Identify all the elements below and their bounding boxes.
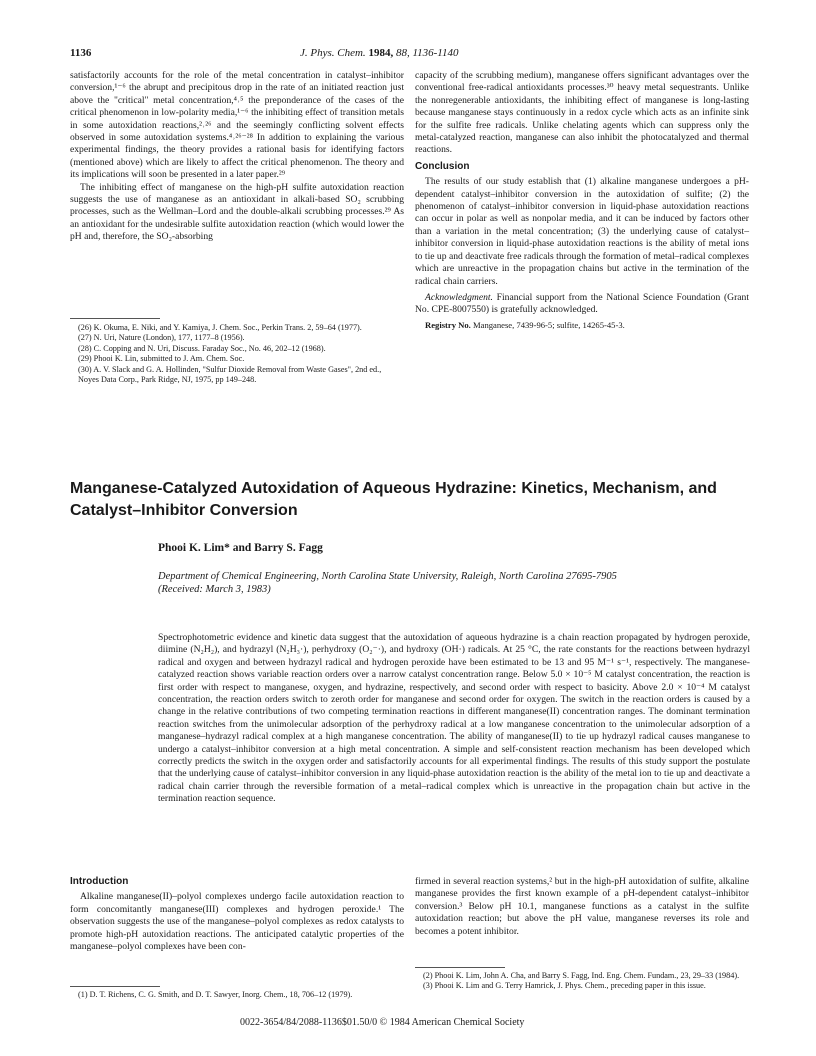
article-affiliation bbox=[158, 570, 718, 596]
prev-paragraph-2: The inhibiting effect of manganese on the high-pH sulfite autoxidation reaction suggests the use of manganese as an antioxidant in alkali-based SO₂ scrubbing processes, such as the Wellman–Lord and the double-alkali scrubbing processes.²⁹ As an antioxidant for the undesirable sulfite autoxidation reaction (which would lower the pH and, therefore, the SO₂-absorbing bbox=[70, 181, 404, 243]
article-authors: Phooi K. Lim* and Barry S. Fagg bbox=[158, 542, 323, 554]
page-number: 1136 bbox=[70, 47, 92, 59]
prev-article-right-column bbox=[415, 70, 749, 331]
acknowledgment-text: Financial support from the National Science Foundation (Grant No. CPE-8007550) is gratefully acknowledged. bbox=[415, 291, 749, 316]
acknowledgment-label: Acknowledgment. bbox=[425, 291, 493, 303]
abstract: Spectrophotometric evidence and kinetic data suggest that the autoxidation of aqueous hydrazine is a chain reaction propagated by hydrogen peroxide, diimine (N₂H₂), and hydrazyl (N₂H₃·), perhydroxy (O₂⁻·), and hydroxy (OH·) radicals. At 25 °C, the rate constants for the reactions between hydrazyl radical and oxygen and between hydrazyl radical and hydrogen peroxide have been estimated to be 13 and 95 M⁻¹ s⁻¹, respectively. The manganese-catalyzed reaction shows variable reaction orders over a narrow catalyst concentration range. Below 5.0 × 10⁻⁵ M catalyst concentration, the reaction is first order with respect to manganese, oxygen, and hydrazine, respectively, and second order with respect to basicity. Above 2.0 × 10⁻⁴ M catalyst concentration, the reaction orders switch to zeroth order for manganese and second order for oxygen. The switch in the reaction orders is caused by a change in the relative contributions of two competing termination reactions in different manganese(II) concentration ranges. The dominant termination reaction switches from the unimolecular adsorption of the perhydroxy radical at a low manganese concentration to the unimolecular adsorption of a manganese–hydrazyl radical complex at a high manganese concentration. The ability of manganese(II) to tie up hydrazyl radical causes manganese to undergo a catalyst–inhibitor conversion at a high metal concentration. A simple and self-consistent reaction mechanism has been developed which correctly predicts the switch in the oxygen order and satisfactorily accounts for all experimental findings. The results of this study support the postulate that the underlying cause of catalyst–inhibitor conversion in any liquid-phase autoxidation reaction is the ability of the metal ion to tie up and deactivate a radical chain carrier through the reversible formation of a metal–radical complex which is unreactive in the propagation chain but active in the termination reaction sequence. bbox=[158, 632, 750, 805]
registry-numbers bbox=[415, 319, 749, 331]
intro-footnotes-left bbox=[70, 990, 404, 1000]
affiliation-text: Department of Chemical Engineering, North Carolina State University, Raleigh, North Carolina 27695-7905 bbox=[158, 571, 617, 582]
journal-year: 1984, bbox=[368, 47, 394, 59]
conclusion-text: The results of our study establish that (1) alkaline manganese undergoes a pH-dependent catalyst–inhibitor conversion in the autoxidation of sulfite; (2) the phenomenon of catalyst–inhibitor conversion in liquid-phase autoxidation reactions can occur in polar as well as nonpolar media, and it can be induced by factors other than a variation in the metal concentration; (3) the underlying cause of catalyst–inhibitor conversion in liquid-phase autoxidation reactions is the ability of metal ions to tie up and deactivate free radicals through the formation of metal–radical complexes which are unreactive in the propagation chains but active in the termination of the radical chain carriers. bbox=[415, 176, 749, 287]
footnote-27: (27) N. Uri, Nature (London), 177, 1177–8 (1956). bbox=[78, 333, 245, 343]
acknowledgment bbox=[415, 292, 749, 317]
journal-volume: 88, bbox=[395, 47, 410, 59]
intro-footnotes-right bbox=[415, 971, 749, 992]
page-footer: 0022-3654/84/2088-1136$01.50/0 © 1984 American Chemical Society bbox=[240, 1017, 525, 1028]
intro-right-column bbox=[415, 876, 749, 938]
intro-left-column bbox=[70, 876, 404, 953]
prev-paragraph-3: capacity of the scrubbing medium), manganese offers significant advantages over the conventional free-radical antioxidants processes.³⁰ heavy metal sequestrants. Unlike the nonregenerable antioxidants, the inhibiting effect of manganese is long-lasting because manganese stays continuously in a redox cycle which acts as an infinite sink for the sulfite free radicals. Unlike chelating agents which can suppress only the metal-catalyzed reaction, manganese can also inhibit the photocatalyzed and thermal reactions. bbox=[415, 70, 749, 156]
running-header bbox=[300, 47, 458, 59]
article-title: Manganese-Catalyzed Autoxidation of Aqueous Hydrazine: Kinetics, Mechanism, and Catalyst–Inhibitor Conversion bbox=[70, 480, 717, 519]
registry-label: Registry No. bbox=[425, 319, 471, 330]
journal-pages: 1136-1140 bbox=[412, 47, 459, 59]
footnote-3: (3) Phooi K. Lim and G. Terry Hamrick, J. Phys. Chem., preceding paper in this issue. bbox=[423, 981, 706, 991]
footnote-divider-intro-left bbox=[70, 986, 160, 987]
footnote-divider bbox=[70, 318, 160, 319]
journal-name: J. Phys. Chem. bbox=[300, 47, 366, 59]
intro-paragraph-right: firmed in several reaction systems,² but in the high-pH autoxidation of sulfite, alkaline manganese provides the first known example of a pH-dependent catalyst–inhibitor conversion.³ Below pH 10.1, manganese functions as a catalyst in the sulfite autoxidation reaction; but above the pH value, manganese reverses its role and becomes a potent inhibitor. bbox=[415, 876, 749, 937]
footnote-2: (2) Phooi K. Lim, John A. Cha, and Barry S. Fagg, Ind. Eng. Chem. Fundam., 23, 29–33 (1984). bbox=[423, 971, 740, 980]
prev-article-left-column bbox=[70, 70, 404, 244]
footnote-divider-intro-right bbox=[415, 967, 505, 968]
footnote-26: (26) K. Okuma, E. Niki, and Y. Kamiya, J. Chem. Soc., Perkin Trans. 2, 59–64 (1977). bbox=[78, 323, 362, 332]
footnote-1: (1) D. T. Richens, C. G. Smith, and D. T. Sawyer, Inorg. Chem., 18, 706–12 (1979). bbox=[78, 990, 353, 999]
registry-text: Manganese, 7439-96-5; sulfite, 14265-45-3. bbox=[472, 319, 625, 330]
footnote-29: (29) Phooi K. Lin, submitted to J. Am. Chem. Soc. bbox=[78, 354, 245, 364]
introduction-heading: Introduction bbox=[70, 876, 129, 887]
footnote-30: (30) A. V. Slack and G. A. Hollinden, "Sulfur Dioxide Removal from Waste Gases", 2nd ed., Noyes Data Corp., Park Ridge, NJ, 1975, pp 149–248. bbox=[78, 364, 382, 385]
received-date: (Received: March 3, 1983) bbox=[158, 584, 271, 595]
footnote-28: (28) C. Copping and N. Uri, Discuss. Faraday Soc., No. 46, 202–12 (1968). bbox=[78, 343, 326, 353]
conclusion-heading: Conclusion bbox=[415, 160, 470, 172]
prev-footnotes-left bbox=[70, 323, 404, 385]
prev-paragraph-1: satisfactorily accounts for the role of the metal concentration in catalyst–inhibitor conversion,¹⁻⁶ the abrupt and precipitous drop in the rate of an initiated reaction just above the "critical" metal concentration,⁴˒⁵ the preponderance of the cases of the critical phenomenon in low-polarity media,¹⁻⁶ the inhibiting effect of transition metals in some autoxidation reactions,²˒²⁶ and the seemingly conflicting solvent effects observed in some autoxidation systems.⁴˒²⁶⁻²⁸ In addition to explaining the various experimental findings, the theory provides a rational basis for identifying factors (mentioned above) which are likely to affect the critical phenomenon. The theory and its implications will soon be presented in a later paper.²⁹ bbox=[70, 70, 404, 181]
intro-paragraph-left: Alkaline manganese(II)–polyol complexes undergo facile autoxidation reaction to form concomitantly manganese(III) complexes and hydrogen peroxide.¹ The observation suggests the use of the manganese–polyol complexes as redox catalysts to promote high-pH autoxidation reactions. The anticipated catalytic properties of the manganese–polyol complexes have been con- bbox=[70, 891, 404, 953]
